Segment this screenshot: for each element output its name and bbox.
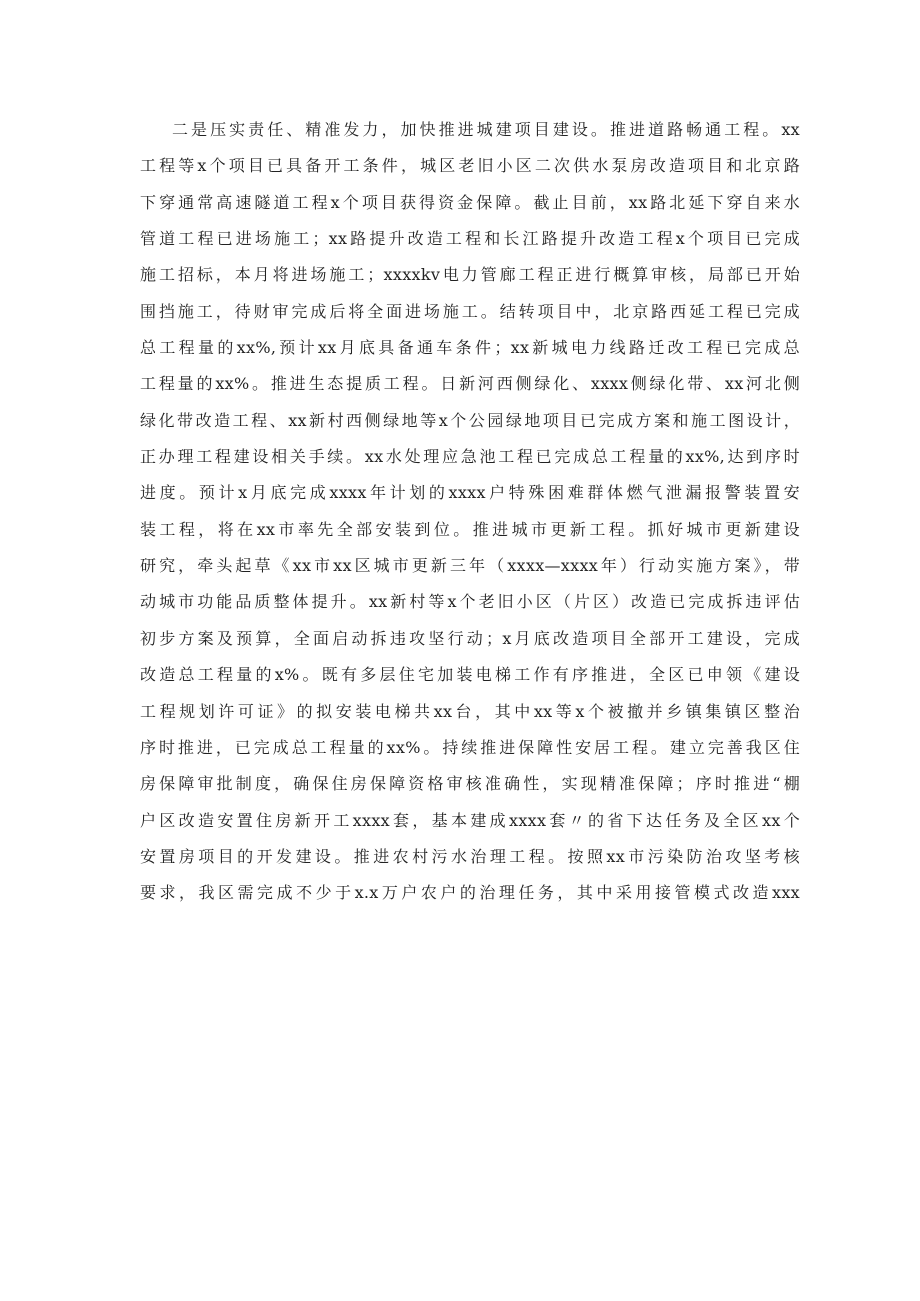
paragraph-line: 房保障审批制度，确保住房保障资格审核准确性，实现精准保障；序时推进“棚: [140, 774, 800, 794]
paragraph-line: 正办理工程建设相关手续。xx水处理应急池工程已完成总工程量的xx%,达到序时: [140, 447, 800, 467]
paragraph-line: 工程等x个项目已具备开工条件，城区老旧小区二次供水泵房改造项目和北京路: [140, 156, 800, 176]
paragraph-line: 下穿通常高速隧道工程x个项目获得资金保障。截止目前，xx路北延下穿自来水: [140, 192, 800, 212]
paragraph-line: 改造总工程量的x%。既有多层住宅加装电梯工作有序推进，全区已申领《建设: [140, 665, 800, 685]
paragraph-line: 工程规划许可证》的拟安装电梯共xx台，其中xx等x个被撤并乡镇集镇区整治: [140, 701, 800, 721]
paragraph-line: 动城市功能品质整体提升。xx新村等x个老旧小区（片区）改造已完成拆违评估: [140, 592, 800, 612]
paragraph-line: 装工程，将在xx市率先全部安装到位。推进城市更新工程。抓好城市更新建设: [140, 519, 800, 539]
paragraph-line: 二是压实责任、精准发力，加快推进城建项目建设。推进道路畅通工程。xx: [172, 120, 800, 139]
paragraph-line: 户区改造安置住房新开工xxxx套，基本建成xxxx套〃的省下达任务及全区xx个: [140, 810, 800, 830]
paragraph-line: 序时推进，已完成总工程量的xx%。持续推进保障性安居工程。建立完善我区住: [140, 737, 800, 757]
paragraph-line: 围挡施工，待财审完成后将全面进场施工。结转项目中，北京路西延工程已完成: [140, 301, 800, 321]
paragraph-line: 进度。预计x月底完成xxxx年计划的xxxx户特殊困难群体燃气泄漏报警装置安: [140, 483, 800, 503]
paragraph-line: 安置房项目的开发建设。推进农村污水治理工程。按照xx市污染防治攻坚考核: [140, 846, 800, 866]
paragraph-line: 绿化带改造工程、xx新村西侧绿地等x个公园绿地项目已完成方案和施工图设计，: [140, 410, 800, 430]
paragraph-line: 初步方案及预算，全面启动拆违攻坚行动；x月底改造项目全部开工建设，完成: [140, 628, 800, 648]
paragraph-line: 研究，牵头起草《xx市xx区城市更新三年（xxxx—xxxx年）行动实施方案》，带: [140, 556, 800, 576]
paragraph-line: 管道工程已进场施工；xx路提升改造工程和长江路提升改造工程x个项目已完成: [140, 229, 800, 249]
body-paragraph: [140, 112, 800, 912]
paragraph-line: 工程量的xx%。推进生态提质工程。日新河西侧绿化、xxxx侧绿化带、xx河北侧: [140, 374, 800, 394]
paragraph-line: 要求，我区需完成不少于x.x万户农户的治理任务，其中采用接管模式改造xxx: [140, 883, 800, 903]
paragraph-line: 施工招标，本月将进场施工；xxxxkv电力管廊工程正进行概算审核，局部已开始: [140, 265, 800, 285]
paragraph-line: 总工程量的xx%,预计xx月底具备通车条件；xx新城电力线路迁改工程已完成总: [140, 338, 800, 358]
